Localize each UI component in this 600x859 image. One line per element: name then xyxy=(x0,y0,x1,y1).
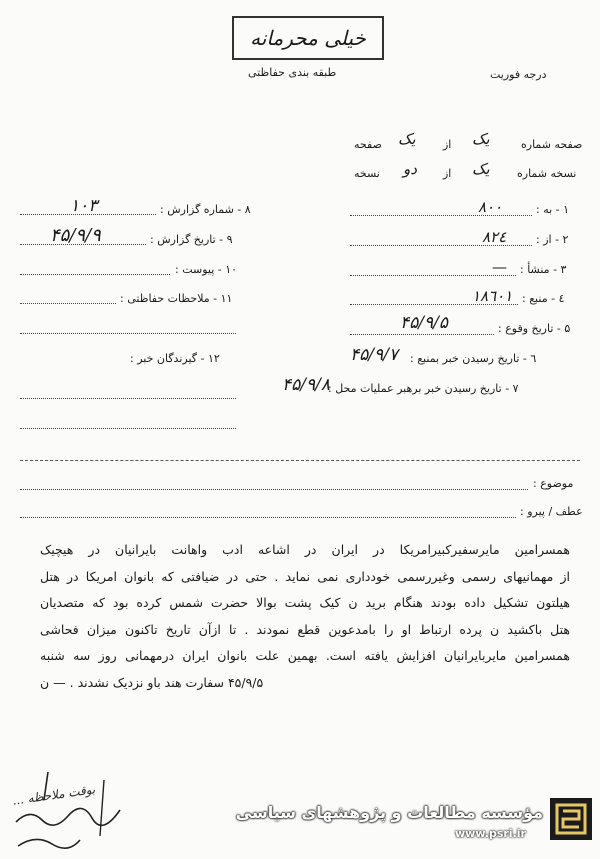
field-source-value: ۱۸٦۰۱ xyxy=(472,287,513,305)
security-notes-line xyxy=(20,303,116,304)
copy-of-value: دو xyxy=(403,160,417,178)
field-received-date-label: ٦ - تاریخ رسیدن خبر بمنبع : xyxy=(410,352,537,365)
copy-number-value: یک xyxy=(472,160,490,178)
field-to-label: ۱ - به : xyxy=(536,203,570,216)
subject-line xyxy=(20,489,528,490)
copy-number-label: نسخه شماره xyxy=(517,167,577,180)
field-to-value: ۸۰۰ xyxy=(478,198,503,216)
body-line: همسرامین مایرسفیرکبیرامریکا در ایران در اشاعه ادب واهانت بایرانیان در هیچیک xyxy=(40,542,570,557)
field-source-label: ٤ - منبع : xyxy=(522,292,565,305)
field-occurrence-date-label: ۵ - تاریخ وقوع : xyxy=(498,322,571,335)
page-of-label: از xyxy=(443,138,452,151)
priority-label: درجه فوریت xyxy=(490,68,547,81)
report-body xyxy=(40,537,570,696)
logo-glyph xyxy=(554,802,588,836)
report-number-value: ۱۰۳ xyxy=(70,196,98,216)
institute-name: مؤسسه مطالعات و پژوهشهای سیاسی xyxy=(235,803,543,822)
classification-stamp xyxy=(232,16,384,60)
body-line: هیلتون تشکیل داده بودند هنگام برید ن کیک پشت بوالا حضرت شمس کرده بود که متصدیان xyxy=(40,595,570,610)
copy-of-label: از xyxy=(443,167,452,180)
handwriting-scribble xyxy=(8,760,128,855)
recipients-line-2 xyxy=(20,428,236,429)
page-number-value: یک xyxy=(472,130,490,148)
body-line: از مهمانیهای رسمی وغیررسمی خودداری نمی نماید . حتی در ضیافتی که بانوان امریکا در هتل xyxy=(40,568,570,584)
page-suffix-label: صفحه xyxy=(354,138,382,151)
report-number-label: ۸ - شماره گزارش : xyxy=(160,203,251,216)
handwritten-note xyxy=(8,760,128,855)
classification-label: طبقه بندی حفاظتی xyxy=(248,66,337,79)
report-date-value: ۴۵/۹/۹ xyxy=(50,225,101,246)
field-from-label: ۲ - از : xyxy=(536,233,569,246)
attachment-line xyxy=(20,274,170,275)
field-from-value: ۸۲٤ xyxy=(482,228,507,246)
body-line: هتل باکشید ن پرده ارتباط او را بامدعوین قطع نمودند . تا ازآن تاریخ تاکنون میزان فحاشی xyxy=(40,621,570,637)
recipients-line-1 xyxy=(20,398,236,399)
field-occurrence-date-value: ۴۵/۹/۵ xyxy=(400,313,448,333)
reference-line xyxy=(20,517,516,518)
field-received-date-value: ۴۵/۹/۷ xyxy=(350,345,398,365)
field-origin-value: — xyxy=(492,258,507,276)
attachment-label: ۱۰ - پیوست : xyxy=(175,263,238,276)
security-notes-line-2 xyxy=(20,333,236,334)
field-origin-label: ۳ - منشأ : xyxy=(520,263,567,276)
subject-label: موضوع : xyxy=(533,477,574,490)
institute-url[interactable]: www.psri.ir xyxy=(455,827,526,840)
section-divider xyxy=(20,460,580,461)
field-to-line xyxy=(350,215,532,216)
body-line: همسرامین مایربایرانیان افزایش یافته است. بهمین علت بانوان ایران درمهمانی روز سه شنبه xyxy=(40,648,570,663)
field-occurrence-date-line xyxy=(350,334,494,335)
page-number-label: صفحه شماره xyxy=(521,138,583,151)
copy-suffix-label: نسخه xyxy=(354,167,380,180)
stamp-text: خیلی محرمانه xyxy=(250,26,366,50)
security-notes-label: ۱۱ - ملاحظات حفاظتی : xyxy=(120,292,233,305)
body-line: ۴۵/۹/۵ سفارت هند باو نزدیک نشدند . — ن xyxy=(40,674,264,690)
page-of-value: یک xyxy=(398,130,416,148)
field-ops-date-label: ۷ - تاریخ رسیدن خبر برهبر عملیات محل : xyxy=(328,382,519,395)
handwritten-note-text: بوقت ملاحظه ... xyxy=(11,782,96,808)
psri-logo-icon xyxy=(550,798,592,840)
recipients-label: ۱۲ - گیرندگان خبر : xyxy=(130,352,220,365)
field-ops-date-value: ۴۵/۹/۸ xyxy=(282,375,330,395)
report-date-label: ۹ - تاریخ گزارش : xyxy=(150,233,233,246)
reference-label: عطف / پیرو : xyxy=(520,505,583,518)
